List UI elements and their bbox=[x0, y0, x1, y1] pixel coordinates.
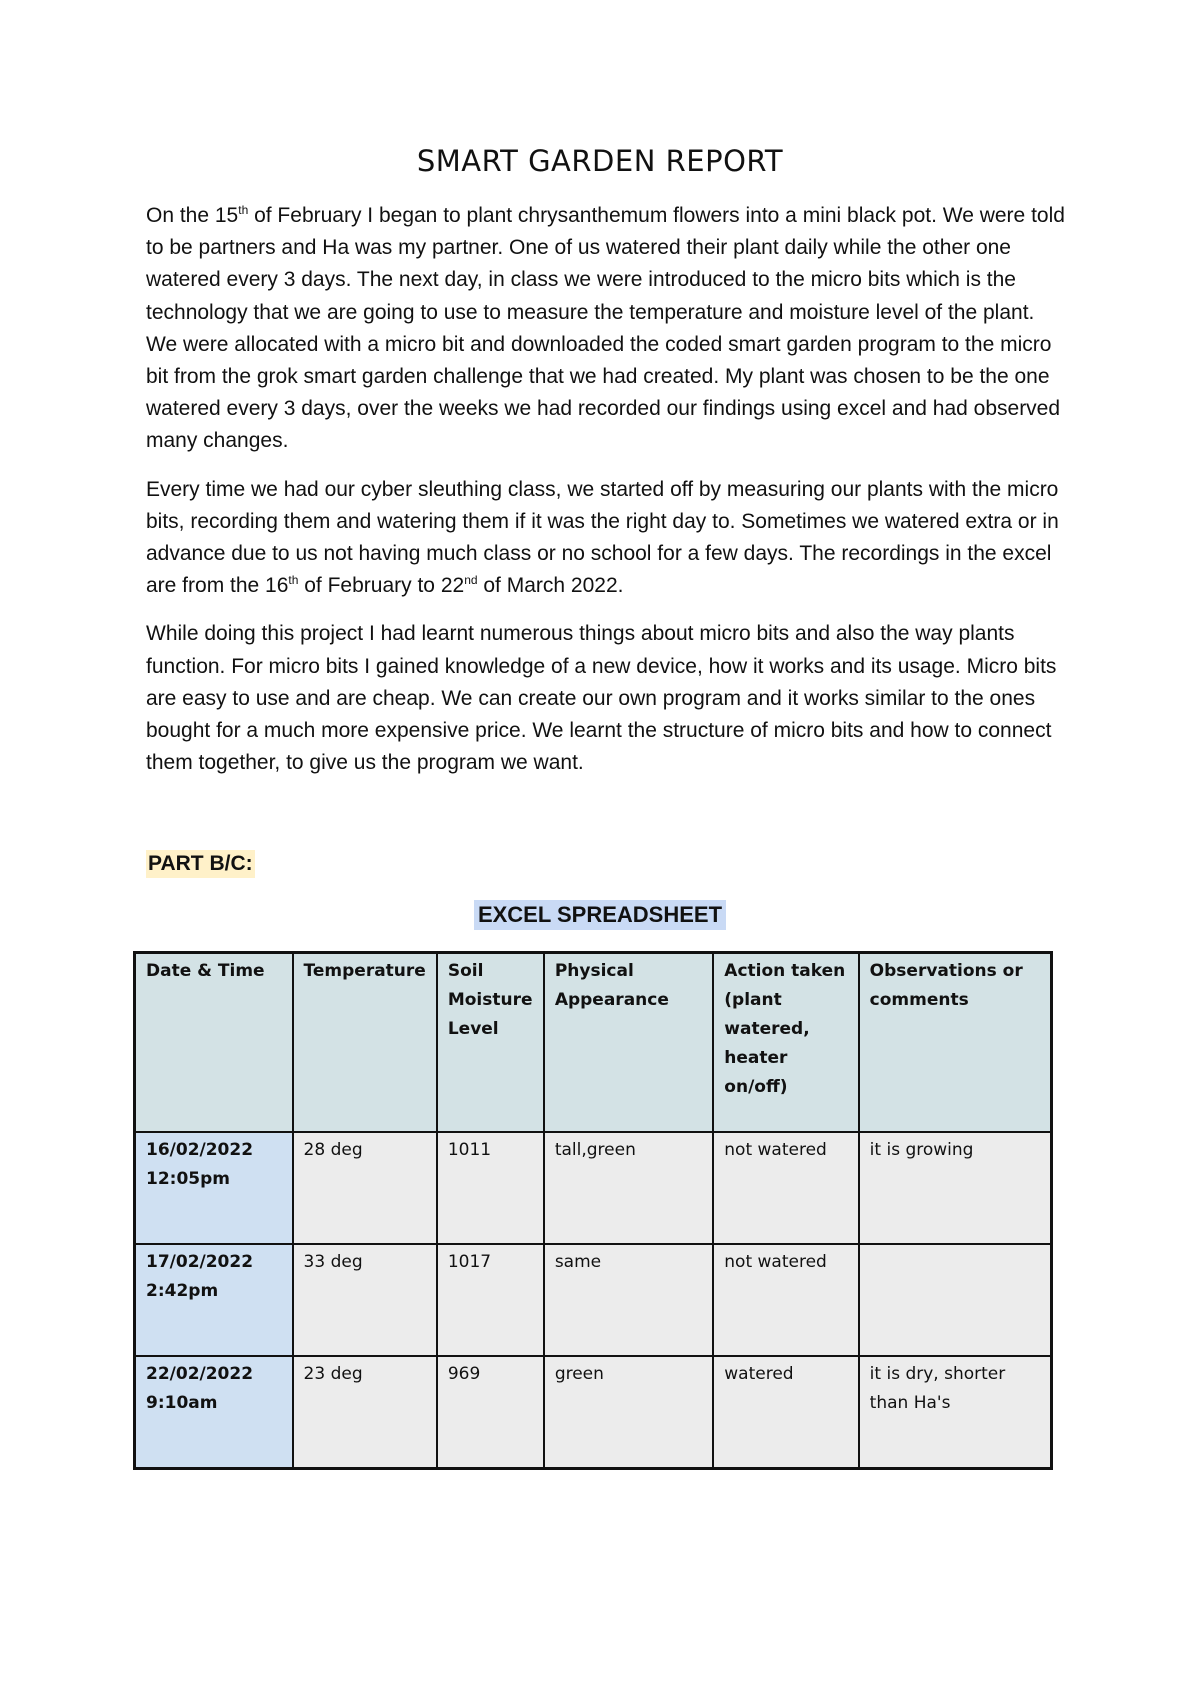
cell-date-line-1: 22/02/2022 bbox=[146, 1364, 254, 1384]
paragraph-1 bbox=[146, 200, 1071, 458]
header-observations bbox=[859, 953, 1051, 1132]
cell-action: watered bbox=[713, 1356, 858, 1468]
part-heading: PART B/C: bbox=[146, 850, 255, 878]
cell-date-line-1: 16/02/2022 bbox=[146, 1140, 254, 1160]
table-header-row bbox=[135, 953, 1051, 1132]
header-action-line-1: Action taken bbox=[724, 961, 846, 981]
cell-date bbox=[135, 1356, 293, 1468]
header-soil-line-2: Moisture bbox=[447, 990, 533, 1010]
sheet-heading-wrap bbox=[0, 900, 1200, 930]
header-action-taken bbox=[713, 953, 858, 1132]
cell-physical: green bbox=[544, 1356, 713, 1468]
cell-date bbox=[135, 1132, 293, 1244]
cell-temperature: 23 deg bbox=[293, 1356, 437, 1468]
cell-temperature: 28 deg bbox=[293, 1132, 437, 1244]
paragraph-2-sup-b: nd bbox=[464, 573, 478, 588]
header-soil-line-3: Level bbox=[447, 1019, 499, 1039]
cell-action: not watered bbox=[713, 1132, 858, 1244]
header-physical-appearance bbox=[544, 953, 713, 1132]
header-phys-line-2: Appearance bbox=[554, 990, 669, 1010]
header-action-line-4: heater bbox=[724, 1048, 788, 1068]
cell-date-line-2: 2:42pm bbox=[146, 1281, 219, 1301]
excel-table bbox=[134, 952, 1052, 1469]
report-body bbox=[146, 200, 1071, 795]
paragraph-2-sup-a: th bbox=[288, 573, 299, 588]
cell-observations bbox=[859, 1132, 1051, 1244]
cell-soil: 1017 bbox=[437, 1244, 544, 1356]
paragraph-2-text-a: Every time we had our cyber sleuthing class, we started off by measuring our plants with the micro bits, recording them and watering them if it was the right day to. Sometimes we watered extra or in advance due to us not having much class or no school for a few days. The recordings in the excel are from the 16 bbox=[146, 477, 1059, 598]
cell-soil: 969 bbox=[437, 1356, 544, 1468]
paragraph-2-text-c: of March 2022. bbox=[477, 574, 624, 598]
paragraph-1-text-a: On the 15 bbox=[146, 204, 239, 227]
sheet-heading: EXCEL SPREADSHEET bbox=[474, 900, 726, 930]
header-action-line-3: watered, bbox=[724, 1019, 810, 1039]
cell-physical: tall,green bbox=[544, 1132, 713, 1244]
cell-obs-line-2: than Ha's bbox=[869, 1393, 951, 1413]
paragraph-2 bbox=[146, 474, 1071, 603]
table-row bbox=[135, 1356, 1051, 1468]
table-row bbox=[135, 1244, 1051, 1356]
table-row bbox=[135, 1132, 1051, 1244]
cell-action: not watered bbox=[713, 1244, 858, 1356]
cell-observations bbox=[859, 1244, 1051, 1356]
cell-soil: 1011 bbox=[437, 1132, 544, 1244]
cell-temperature: 33 deg bbox=[293, 1244, 437, 1356]
cell-date-line-1: 17/02/2022 bbox=[146, 1252, 254, 1272]
header-soil-moisture bbox=[437, 953, 544, 1132]
header-temperature bbox=[293, 953, 437, 1132]
cell-date-line-2: 9:10am bbox=[146, 1393, 218, 1413]
header-action-line-5: on/off) bbox=[724, 1077, 788, 1097]
cell-date-line-2: 12:05pm bbox=[146, 1169, 230, 1189]
header-obs-line-1: Observations or bbox=[869, 961, 1023, 981]
report-title: SMART GARDEN REPORT bbox=[416, 144, 784, 178]
cell-date bbox=[135, 1244, 293, 1356]
header-phys-line-1: Physical bbox=[554, 961, 634, 981]
header-soil-line-1: Soil bbox=[447, 961, 484, 981]
cell-physical: same bbox=[544, 1244, 713, 1356]
header-obs-line-2: comments bbox=[869, 990, 969, 1010]
header-temp-line: Temperature bbox=[303, 961, 426, 981]
header-date-line: Date & Time bbox=[146, 961, 265, 981]
cell-obs-line-1: it is dry, shorter bbox=[869, 1364, 1006, 1384]
cell-observations bbox=[859, 1356, 1051, 1468]
paragraph-1-text-b: of February I began to plant chrysanthemum flowers into a mini black pot. We were told to be partners and Ha was my partner. One of us watered their plant daily while the other one watered every 3 days. The next day, in class we were introduced to the micro bits which is the technology that we are going to use to measure the temperature and moisture level of the plant. We were allocated with a micro bit and downloaded the coded smart garden program to the micro bit from the grok smart garden challenge that we had created. My plant was chosen to be the one watered every 3 days, over the weeks we had recorded our findings using excel and had observed many changes. bbox=[146, 204, 1065, 453]
header-action-line-2: (plant bbox=[724, 990, 782, 1010]
header-date bbox=[135, 953, 293, 1132]
cell-obs-line-1: it is growing bbox=[869, 1140, 974, 1160]
paragraph-3: While doing this project I had learnt numerous things about micro bits and also the way plants function. For micro bits I gained knowledge of a new device, how it works and its usage. Micro bits are easy to use and are cheap. We can create our own program and it works similar to the ones bought for a much more expensive price. We learnt the structure of micro bits and how to connect them together, to give us the program we want. bbox=[146, 622, 1057, 775]
paragraph-1-sup: th bbox=[238, 203, 249, 217]
paragraph-2-text-b: of February to 22 bbox=[298, 574, 465, 598]
